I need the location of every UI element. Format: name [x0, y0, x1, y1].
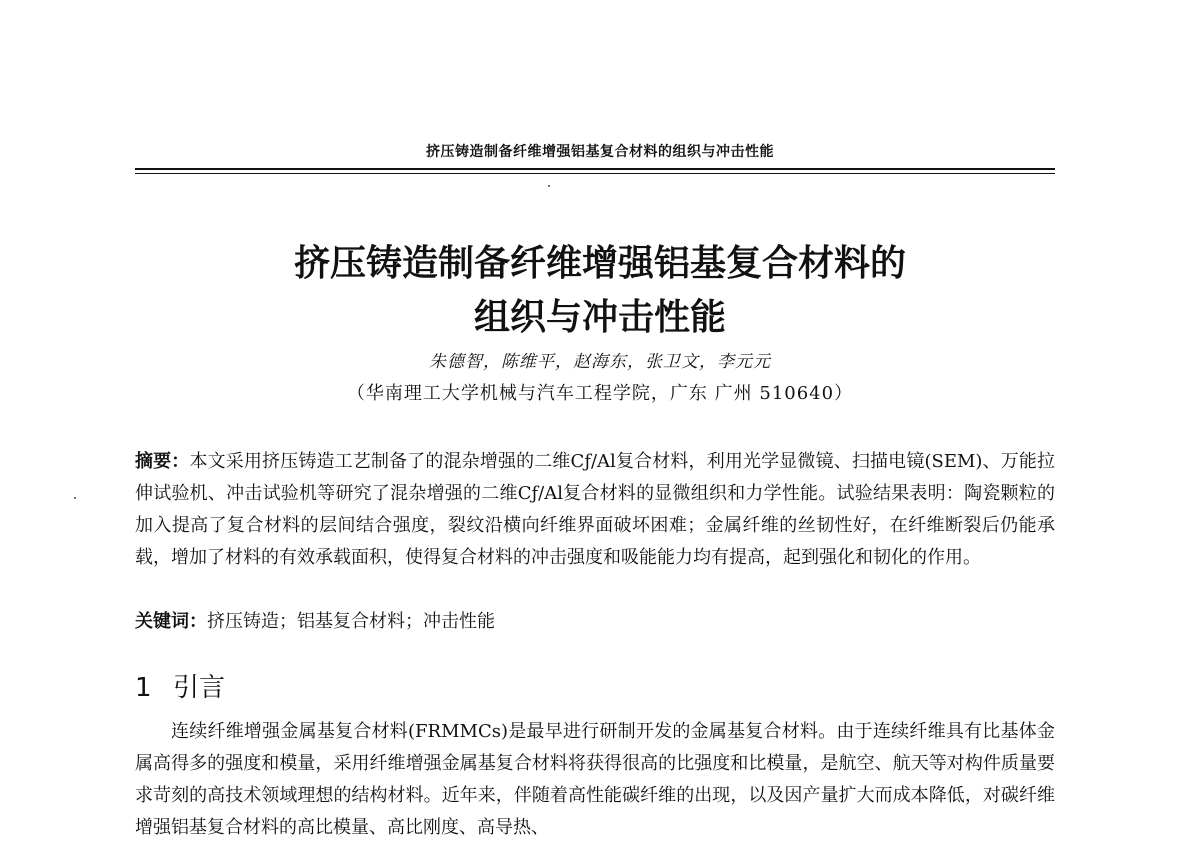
paper-title-line-1: 挤压铸造制备纤维增强铝基复合材料的	[293, 243, 906, 284]
abstract	[135, 446, 1055, 574]
scan-speck	[548, 185, 550, 187]
author-list: 朱德智，陈维平，赵海东，张卫文，李元元	[429, 352, 771, 372]
section-number: 1	[135, 673, 152, 703]
header-rule-thick	[135, 168, 1055, 170]
keywords	[135, 606, 1055, 638]
abstract-label: 摘要：	[135, 451, 190, 472]
section-heading	[135, 670, 225, 706]
keywords-text: 挤压铸造；铝基复合材料；冲击性能	[207, 611, 495, 632]
abstract-text: 本文采用挤压铸造工艺制备了的混杂增强的二维Cƒ/Al复合材料，利用光学显微镜、扫描电镜(SEM)、万能拉伸试验机、冲击试验机等研究了混杂增强的二维Cƒ/Al复合材料的显微组织和力学性能。试验结果表明：陶瓷颗粒的加入提高了复合材料的层间结合强度，裂纹沿横向纤维界面破坏困难；金属纤维的丝韧性好，在纤维断裂后仍能承载，增加了材料的有效承载面积，使得复合材料的冲击强度和吸能能力均有提高，起到强化和韧化的作用。	[135, 451, 1056, 568]
header-rule-thin	[135, 173, 1055, 174]
keywords-label: 关键词：	[135, 611, 207, 632]
affiliation: （华南理工大学机械与汽车工程学院，广东 广州 510640）	[346, 383, 854, 404]
running-header: 挤压铸造制备纤维增强铝基复合材料的组织与冲击性能	[426, 144, 774, 160]
introduction-paragraph: 连续纤维增强金属基复合材料(FRMMCs)是最早进行研制开发的金属基复合材料。由于连续纤维具有比基体金属高得多的强度和模量，采用纤维增强金属基复合材料将获得很高的比强度和比模量，是航空、航天等对构件质量要求苛刻的高技术领域理想的结构材料。近年来，伴随着高性能碳纤维的出现，以及因产量扩大而成本降低，对碳纤维增强铝基复合材料的高比模量、高比刚度、高导热、	[135, 721, 1055, 838]
scan-speck	[74, 497, 76, 499]
section-title: 引言	[173, 673, 226, 703]
paper-title-line-2: 组织与冲击性能	[473, 297, 726, 338]
